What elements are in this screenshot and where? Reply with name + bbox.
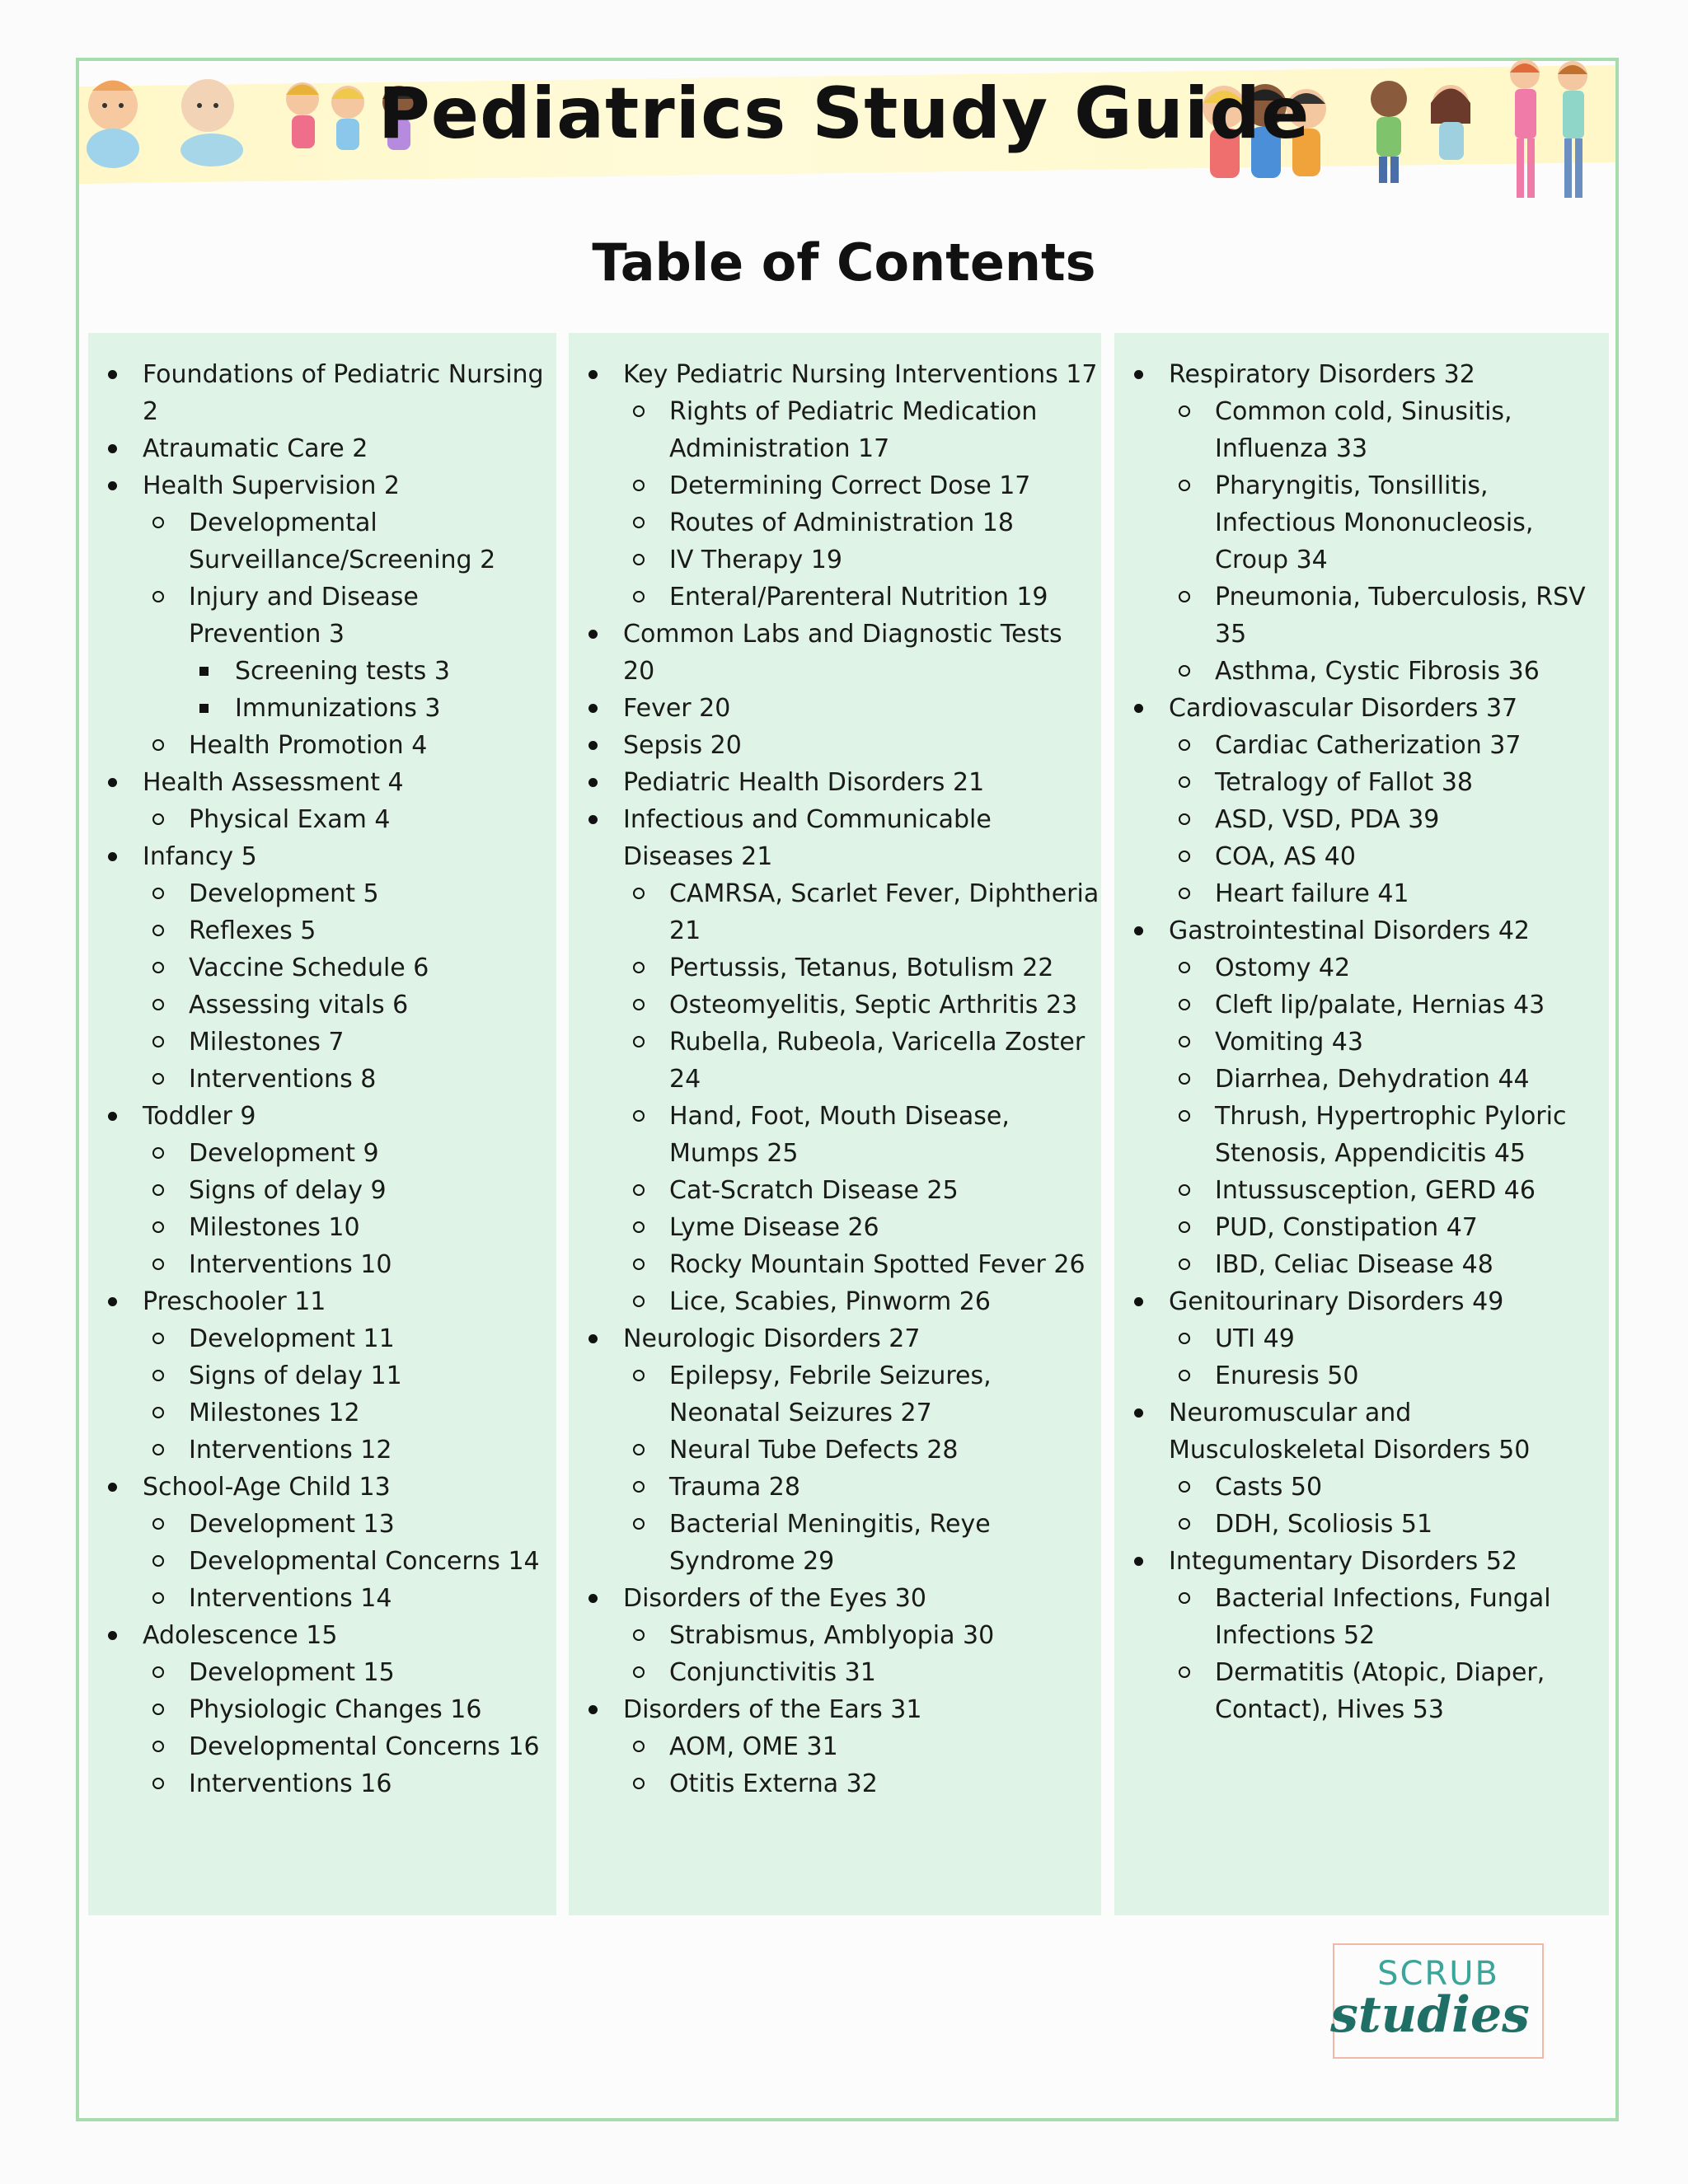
toc-entry: Physical Exam 4 (88, 801, 556, 838)
toc-entry: Health Supervision 2 (88, 467, 556, 504)
logo-studies-text: studies (1330, 1986, 1530, 2044)
toc-entry: Pneumonia, Tuberculosis, RSV 35 (1114, 579, 1609, 653)
toc-entry: Lice, Scabies, Pinworm 26 (569, 1283, 1101, 1320)
toc-entry: UTI 49 (1114, 1320, 1609, 1357)
toc-entry: Bacterial Infections, Fungal Infections 52 (1114, 1580, 1609, 1654)
toc-entry: Thrush, Hypertrophic Pyloric Stenosis, Appendicitis 45 (1114, 1098, 1609, 1172)
toc-entry: Developmental Concerns 14 (88, 1543, 556, 1580)
toc-entry: Rubella, Rubeola, Varicella Zoster 24 (569, 1024, 1101, 1098)
toc-entry: Toddler 9 (88, 1098, 556, 1135)
toc-entry: Trauma 28 (569, 1469, 1101, 1506)
toc-entry: Milestones 12 (88, 1394, 556, 1432)
toc-entry: Respiratory Disorders 32 (1114, 356, 1609, 393)
toc-column-1 (88, 333, 556, 1915)
toc-list-2 (569, 356, 1101, 1802)
toc-entry: Common cold, Sinusitis, Influenza 33 (1114, 393, 1609, 467)
toc-entry: Preschooler 11 (88, 1283, 556, 1320)
toc-entry: Interventions 8 (88, 1061, 556, 1098)
toc-heading: Table of Contents (592, 232, 1096, 293)
toc-entry: Interventions 10 (88, 1246, 556, 1283)
toc-entry: Sepsis 20 (569, 727, 1101, 764)
toc-entry: Pharyngitis, Tonsillitis, Infectious Mononucleosis, Croup 34 (1114, 467, 1609, 579)
toc-entry: Pertussis, Tetanus, Botulism 22 (569, 949, 1101, 987)
toc-entry: Determining Correct Dose 17 (569, 467, 1101, 504)
toc-entry: Cardiovascular Disorders 37 (1114, 690, 1609, 727)
toc-entry: Ostomy 42 (1114, 949, 1609, 987)
page-title: Pediatrics Study Guide (377, 73, 1311, 155)
toc-column-2 (569, 333, 1101, 1915)
toc-entry: Rights of Pediatric Medication Administration 17 (569, 393, 1101, 467)
toc-entry: Development 5 (88, 875, 556, 912)
toc-entry: Conjunctivitis 31 (569, 1654, 1101, 1691)
toc-entry: Rocky Mountain Spotted Fever 26 (569, 1246, 1101, 1283)
toc-entry: DDH, Scoliosis 51 (1114, 1506, 1609, 1543)
toc-entry: Genitourinary Disorders 49 (1114, 1283, 1609, 1320)
toc-entry: Vaccine Schedule 6 (88, 949, 556, 987)
toc-column-3 (1114, 333, 1609, 1915)
toc-entry: Atraumatic Care 2 (88, 430, 556, 467)
toc-entry: Cat-Scratch Disease 25 (569, 1172, 1101, 1209)
toc-entry: Health Assessment 4 (88, 764, 556, 801)
toc-list-1 (88, 356, 556, 1802)
toc-entry: Health Promotion 4 (88, 727, 556, 764)
toc-entry: Infancy 5 (88, 838, 556, 875)
toc-entry: Asthma, Cystic Fibrosis 36 (1114, 653, 1609, 690)
toc-entry: Vomiting 43 (1114, 1024, 1609, 1061)
toc-entry: Assessing vitals 6 (88, 987, 556, 1024)
toc-entry: AOM, OME 31 (569, 1728, 1101, 1765)
toc-entry: Cardiac Catherization 37 (1114, 727, 1609, 764)
toc-entry: Common Labs and Diagnostic Tests 20 (569, 616, 1101, 690)
toc-entry: Fever 20 (569, 690, 1101, 727)
toc-entry: Bacterial Meningitis, Reye Syndrome 29 (569, 1506, 1101, 1580)
toc-entry: Neural Tube Defects 28 (569, 1432, 1101, 1469)
toc-entry: Tetralogy of Fallot 38 (1114, 764, 1609, 801)
toc-entry: Reflexes 5 (88, 912, 556, 949)
toc-entry: Cleft lip/palate, Hernias 43 (1114, 987, 1609, 1024)
toc-entry: CAMRSA, Scarlet Fever, Diphtheria 21 (569, 875, 1101, 949)
toc-entry: Key Pediatric Nursing Interventions 17 (569, 356, 1101, 393)
toc-entry: Heart failure 41 (1114, 875, 1609, 912)
toc-entry: Hand, Foot, Mouth Disease, Mumps 25 (569, 1098, 1101, 1172)
toc-entry: Strabismus, Amblyopia 30 (569, 1617, 1101, 1654)
toc-entry: Immunizations 3 (88, 690, 556, 727)
toc-entry: Otitis Externa 32 (569, 1765, 1101, 1802)
toc-entry: IBD, Celiac Disease 48 (1114, 1246, 1609, 1283)
toc-entry: COA, AS 40 (1114, 838, 1609, 875)
toc-entry: Milestones 10 (88, 1209, 556, 1246)
toc-entry: Signs of delay 11 (88, 1357, 556, 1394)
toc-entry: Interventions 12 (88, 1432, 556, 1469)
toc-entry: Neuromuscular and Musculoskeletal Disorders 50 (1114, 1394, 1609, 1469)
toc-entry: Developmental Concerns 16 (88, 1728, 556, 1765)
toc-entry: Physiologic Changes 16 (88, 1691, 556, 1728)
toc-entry: Osteomyelitis, Septic Arthritis 23 (569, 987, 1101, 1024)
toc-entry: Dermatitis (Atopic, Diaper, Contact), Hives 53 (1114, 1654, 1609, 1728)
toc-entry: Development 9 (88, 1135, 556, 1172)
toc-entry: Disorders of the Ears 31 (569, 1691, 1101, 1728)
toc-entry: Neurologic Disorders 27 (569, 1320, 1101, 1357)
toc-entry: Screening tests 3 (88, 653, 556, 690)
toc-entry: Pediatric Health Disorders 21 (569, 764, 1101, 801)
toc-list-3 (1114, 356, 1609, 1728)
toc-entry: Milestones 7 (88, 1024, 556, 1061)
toc-entry: Interventions 16 (88, 1765, 556, 1802)
toc-entry: ASD, VSD, PDA 39 (1114, 801, 1609, 838)
toc-entry: Injury and Disease Prevention 3 (88, 579, 556, 653)
toc-entry: Disorders of the Eyes 30 (569, 1580, 1101, 1617)
toc-entry: Enteral/Parenteral Nutrition 19 (569, 579, 1101, 616)
toc-entry: Adolescence 15 (88, 1617, 556, 1654)
toc-entry: Foundations of Pediatric Nursing 2 (88, 356, 556, 430)
toc-entry: Casts 50 (1114, 1469, 1609, 1506)
toc-entry: Development 13 (88, 1506, 556, 1543)
toc-entry: PUD, Constipation 47 (1114, 1209, 1609, 1246)
toc-entry: Developmental Surveillance/Screening 2 (88, 504, 556, 579)
toc-entry: School-Age Child 13 (88, 1469, 556, 1506)
toc-entry: Development 11 (88, 1320, 556, 1357)
toc-entry: Diarrhea, Dehydration 44 (1114, 1061, 1609, 1098)
toc-entry: IV Therapy 19 (569, 541, 1101, 579)
toc-entry: Signs of delay 9 (88, 1172, 556, 1209)
toc-entry: Gastrointestinal Disorders 42 (1114, 912, 1609, 949)
toc-entry: Epilepsy, Febrile Seizures, Neonatal Seizures 27 (569, 1357, 1101, 1432)
toc-entry: Lyme Disease 26 (569, 1209, 1101, 1246)
toc-entry: Integumentary Disorders 52 (1114, 1543, 1609, 1580)
toc-entry: Routes of Administration 18 (569, 504, 1101, 541)
toc-entry: Enuresis 50 (1114, 1357, 1609, 1394)
logo-scrub-text: SCRUB (1377, 1955, 1499, 1993)
toc-entry: Development 15 (88, 1654, 556, 1691)
toc-entry: Infectious and Communicable Diseases 21 (569, 801, 1101, 875)
toc-entry: Interventions 14 (88, 1580, 556, 1617)
toc-entry: Intussusception, GERD 46 (1114, 1172, 1609, 1209)
